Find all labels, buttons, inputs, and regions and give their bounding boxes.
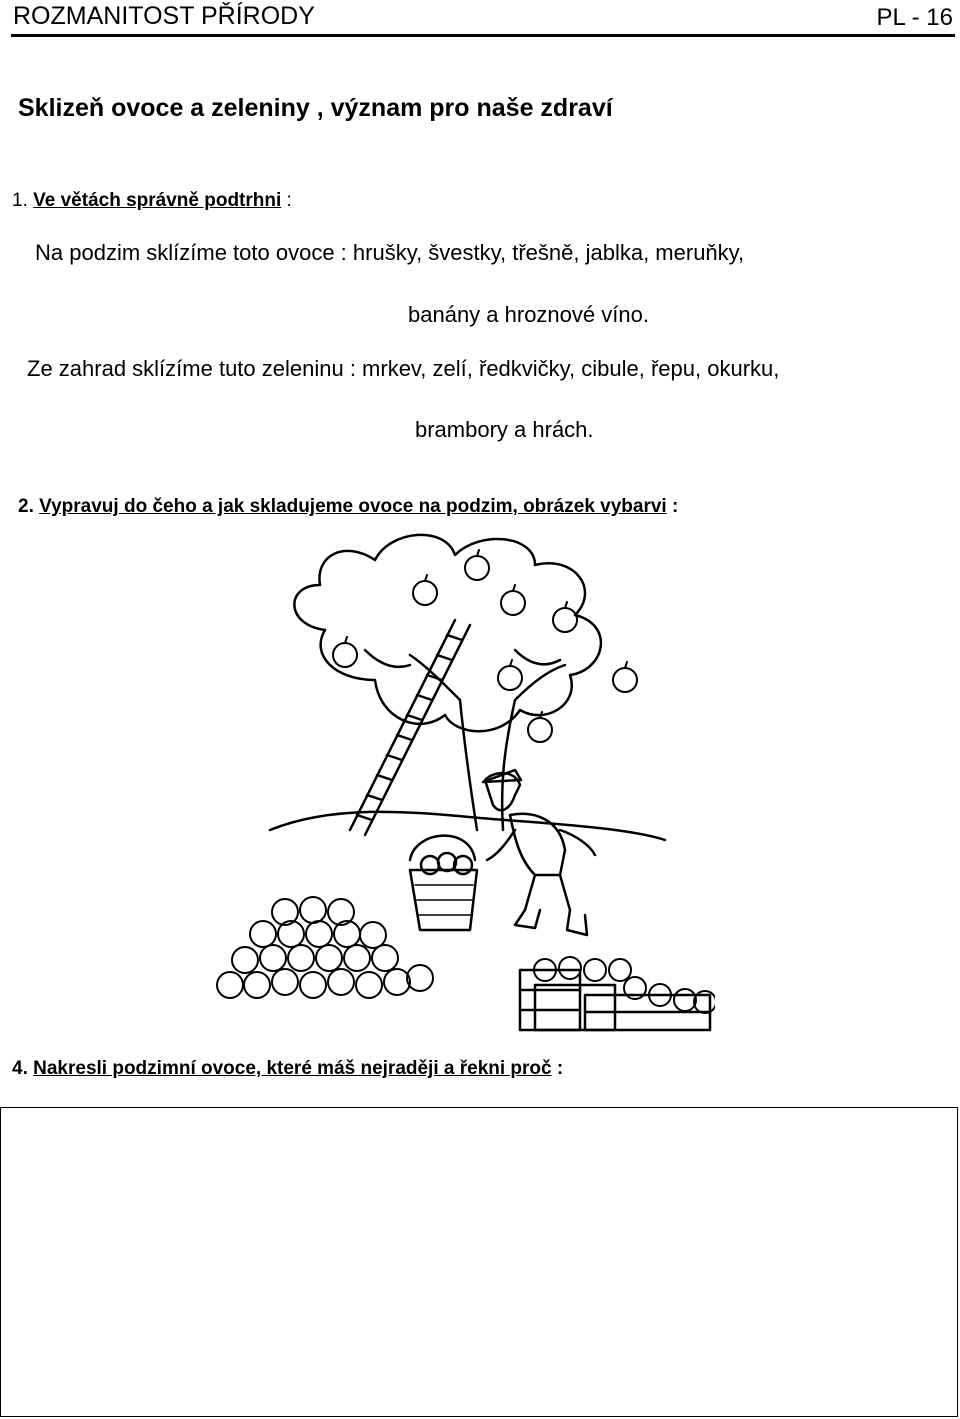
tree-apples <box>333 550 637 742</box>
task-1-line-1[interactable]: Na podzim sklízíme toto ovoce : hrušky, švestky, třešně, jablka, meruňky, <box>35 240 745 265</box>
farmer <box>483 770 595 935</box>
task-1-line-3[interactable]: Ze zahrad sklízíme tuto zeleninu : mrkev, zelí, ředkvičky, cibule, řepu, okurku, <box>27 356 780 381</box>
task-2-suffix: : <box>666 496 679 517</box>
task-2-number: 2. <box>18 496 40 517</box>
task-1-heading <box>12 190 292 212</box>
task-1-number: 1. <box>12 190 28 211</box>
apple-pile <box>217 897 433 998</box>
page-title: Sklizeň ovoce a zeleniny , význam pro naše zdraví <box>18 94 613 122</box>
task-1-suffix: : <box>281 190 292 211</box>
worksheet-code: PL - 16 <box>876 4 953 31</box>
task-4-suffix: : <box>551 1058 564 1079</box>
ground-line <box>270 812 665 840</box>
task-2-instruction: Vypravuj do čeho a jak skladujeme ovoce na podzim, obrázek vybarvi <box>39 496 667 517</box>
task-2-heading <box>18 496 678 518</box>
task-4-number: 4. <box>12 1058 34 1079</box>
tree-trunk <box>460 700 515 830</box>
task-1-instruction: Ve větách správně podtrhni <box>33 190 282 211</box>
apple-harvest-illustration[interactable] <box>215 530 715 1035</box>
header-title: ROZMANITOST PŘÍRODY <box>13 2 315 30</box>
task-4-instruction: Nakresli podzimní ovoce, které máš nejraději a řekni proč <box>33 1058 552 1079</box>
fruit-crates <box>520 957 715 1030</box>
drawing-area[interactable] <box>0 1107 958 1417</box>
page-header <box>11 0 955 37</box>
task-1-line-4[interactable]: brambory a hrách. <box>415 417 594 442</box>
task-4-heading <box>12 1058 563 1080</box>
basket <box>410 836 477 930</box>
task-1-line-2[interactable]: banány a hroznové víno. <box>408 302 649 327</box>
